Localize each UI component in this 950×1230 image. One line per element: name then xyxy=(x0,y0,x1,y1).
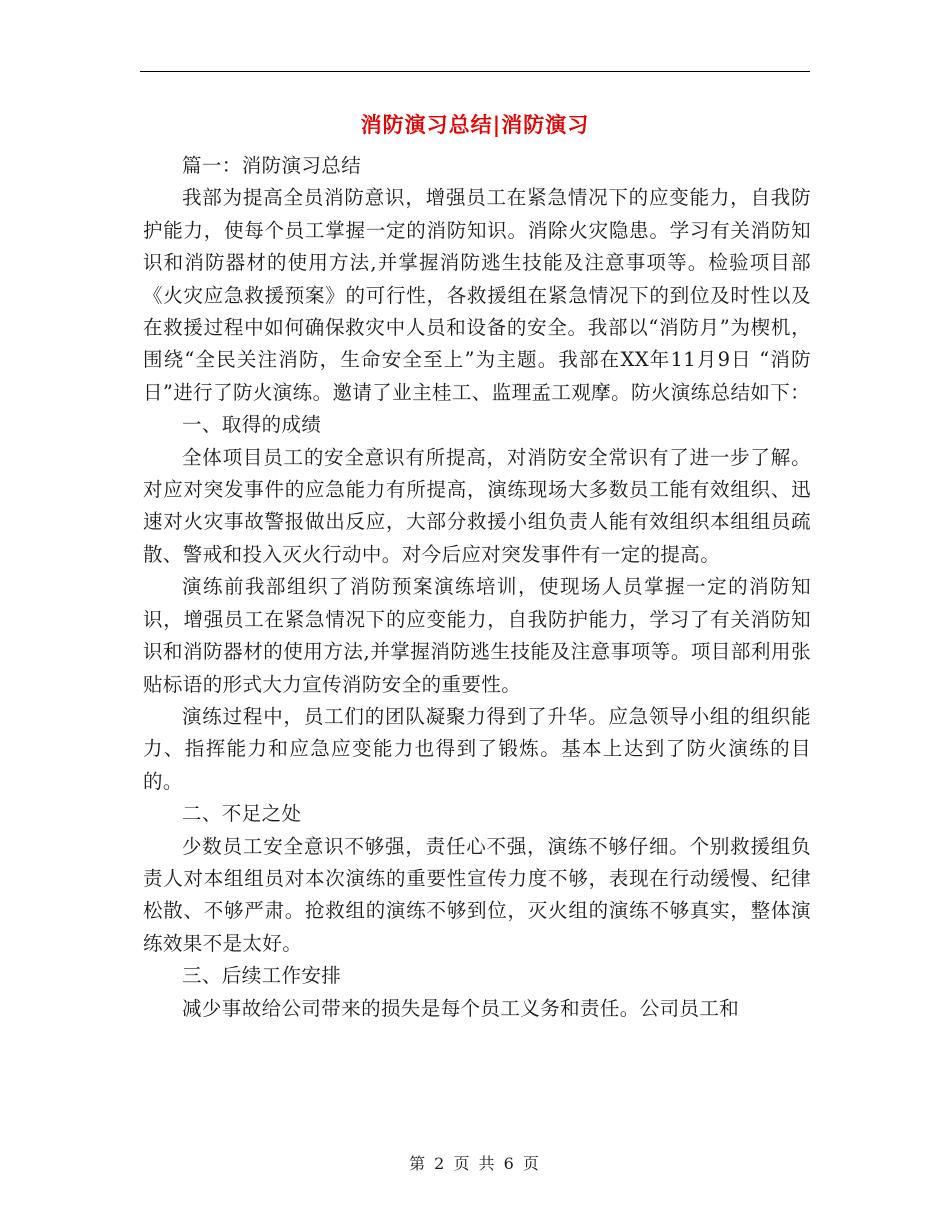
paragraph-intro: 我部为提高全员消防意识，增强员工在紧急情况下的应变能力，自我防护能力，使每个员工掌握一定的消防知识。消除火灾隐患。学习有关消防知识和消防器材的使用方法,并掌握消防逃生技能及注意事项等。检验项目部《火灾应急救援预案》的可行性，各救援组在紧急情况下的到位及时性以及在救援过程中如何确保救灾中人员和设备的安全。我部以“消防月”为楔机，围绕“全民关注消防，生命安全至上”为主题。我部在XX年11月9日 “消防日”进行了防火演练。邀请了业主桂工、监理孟工观摩。防火演练总结如下： xyxy=(143,186,811,404)
paragraph-achievements: 全体项目员工的安全意识有所提高，对消防安全常识有了进一步了解。对应对突发事件的应急能力有所提高，演练现场大多数员工能有效组织、迅速对火灾事故警报做出反应，大部分救援小组负责人能有效组织本组组员疏散、警戒和投入灭火行动中。对今后应对突发事件有一定的提高。 xyxy=(143,445,811,566)
paragraph-shortcomings: 少数员工安全意识不够强，责任心不强，演练不够仔细。个别救援组负责人对本组组员对本次演练的重要性宣传力度不够，表现在行动缓慢、纪律松散、不够严肃。抢救组的演练不够到位，灭火组的演练不够真实，整体演练效果不是太好。 xyxy=(143,834,811,955)
section-heading-achievements: 一、取得的成绩 xyxy=(182,413,322,437)
section-heading-follow-up: 三、后续工作安排 xyxy=(182,964,342,988)
page-number-footer: 第 2 页 共 6 页 xyxy=(409,1154,541,1173)
paragraph-follow-up: 减少事故给公司带来的损失是每个员工义务和责任。公司员工和 xyxy=(182,996,740,1020)
document-body xyxy=(143,150,811,1025)
header-rule xyxy=(140,71,810,72)
section-heading-part-one: 篇一：消防演习总结 xyxy=(182,154,362,177)
document-title: 消防演习总结|消防演习 xyxy=(360,112,590,137)
section-heading-shortcomings: 二、不足之处 xyxy=(182,802,302,826)
paragraph-teamwork: 演练过程中，员工们的团队凝聚力得到了升华。应急领导小组的组织能力、指挥能力和应急应变能力也得到了锻炼。基本上达到了防火演练的目的。 xyxy=(143,704,811,793)
paragraph-training: 演练前我部组织了消防预案演练培训，使现场人员掌握一定的消防知识，增强员工在紧急情况下的应变能力，自我防护能力，学习了有关消防知识和消防器材的使用方法,并掌握消防逃生技能及注意事项等。项目部利用张贴标语的形式大力宣传消防安全的重要性。 xyxy=(143,575,811,696)
